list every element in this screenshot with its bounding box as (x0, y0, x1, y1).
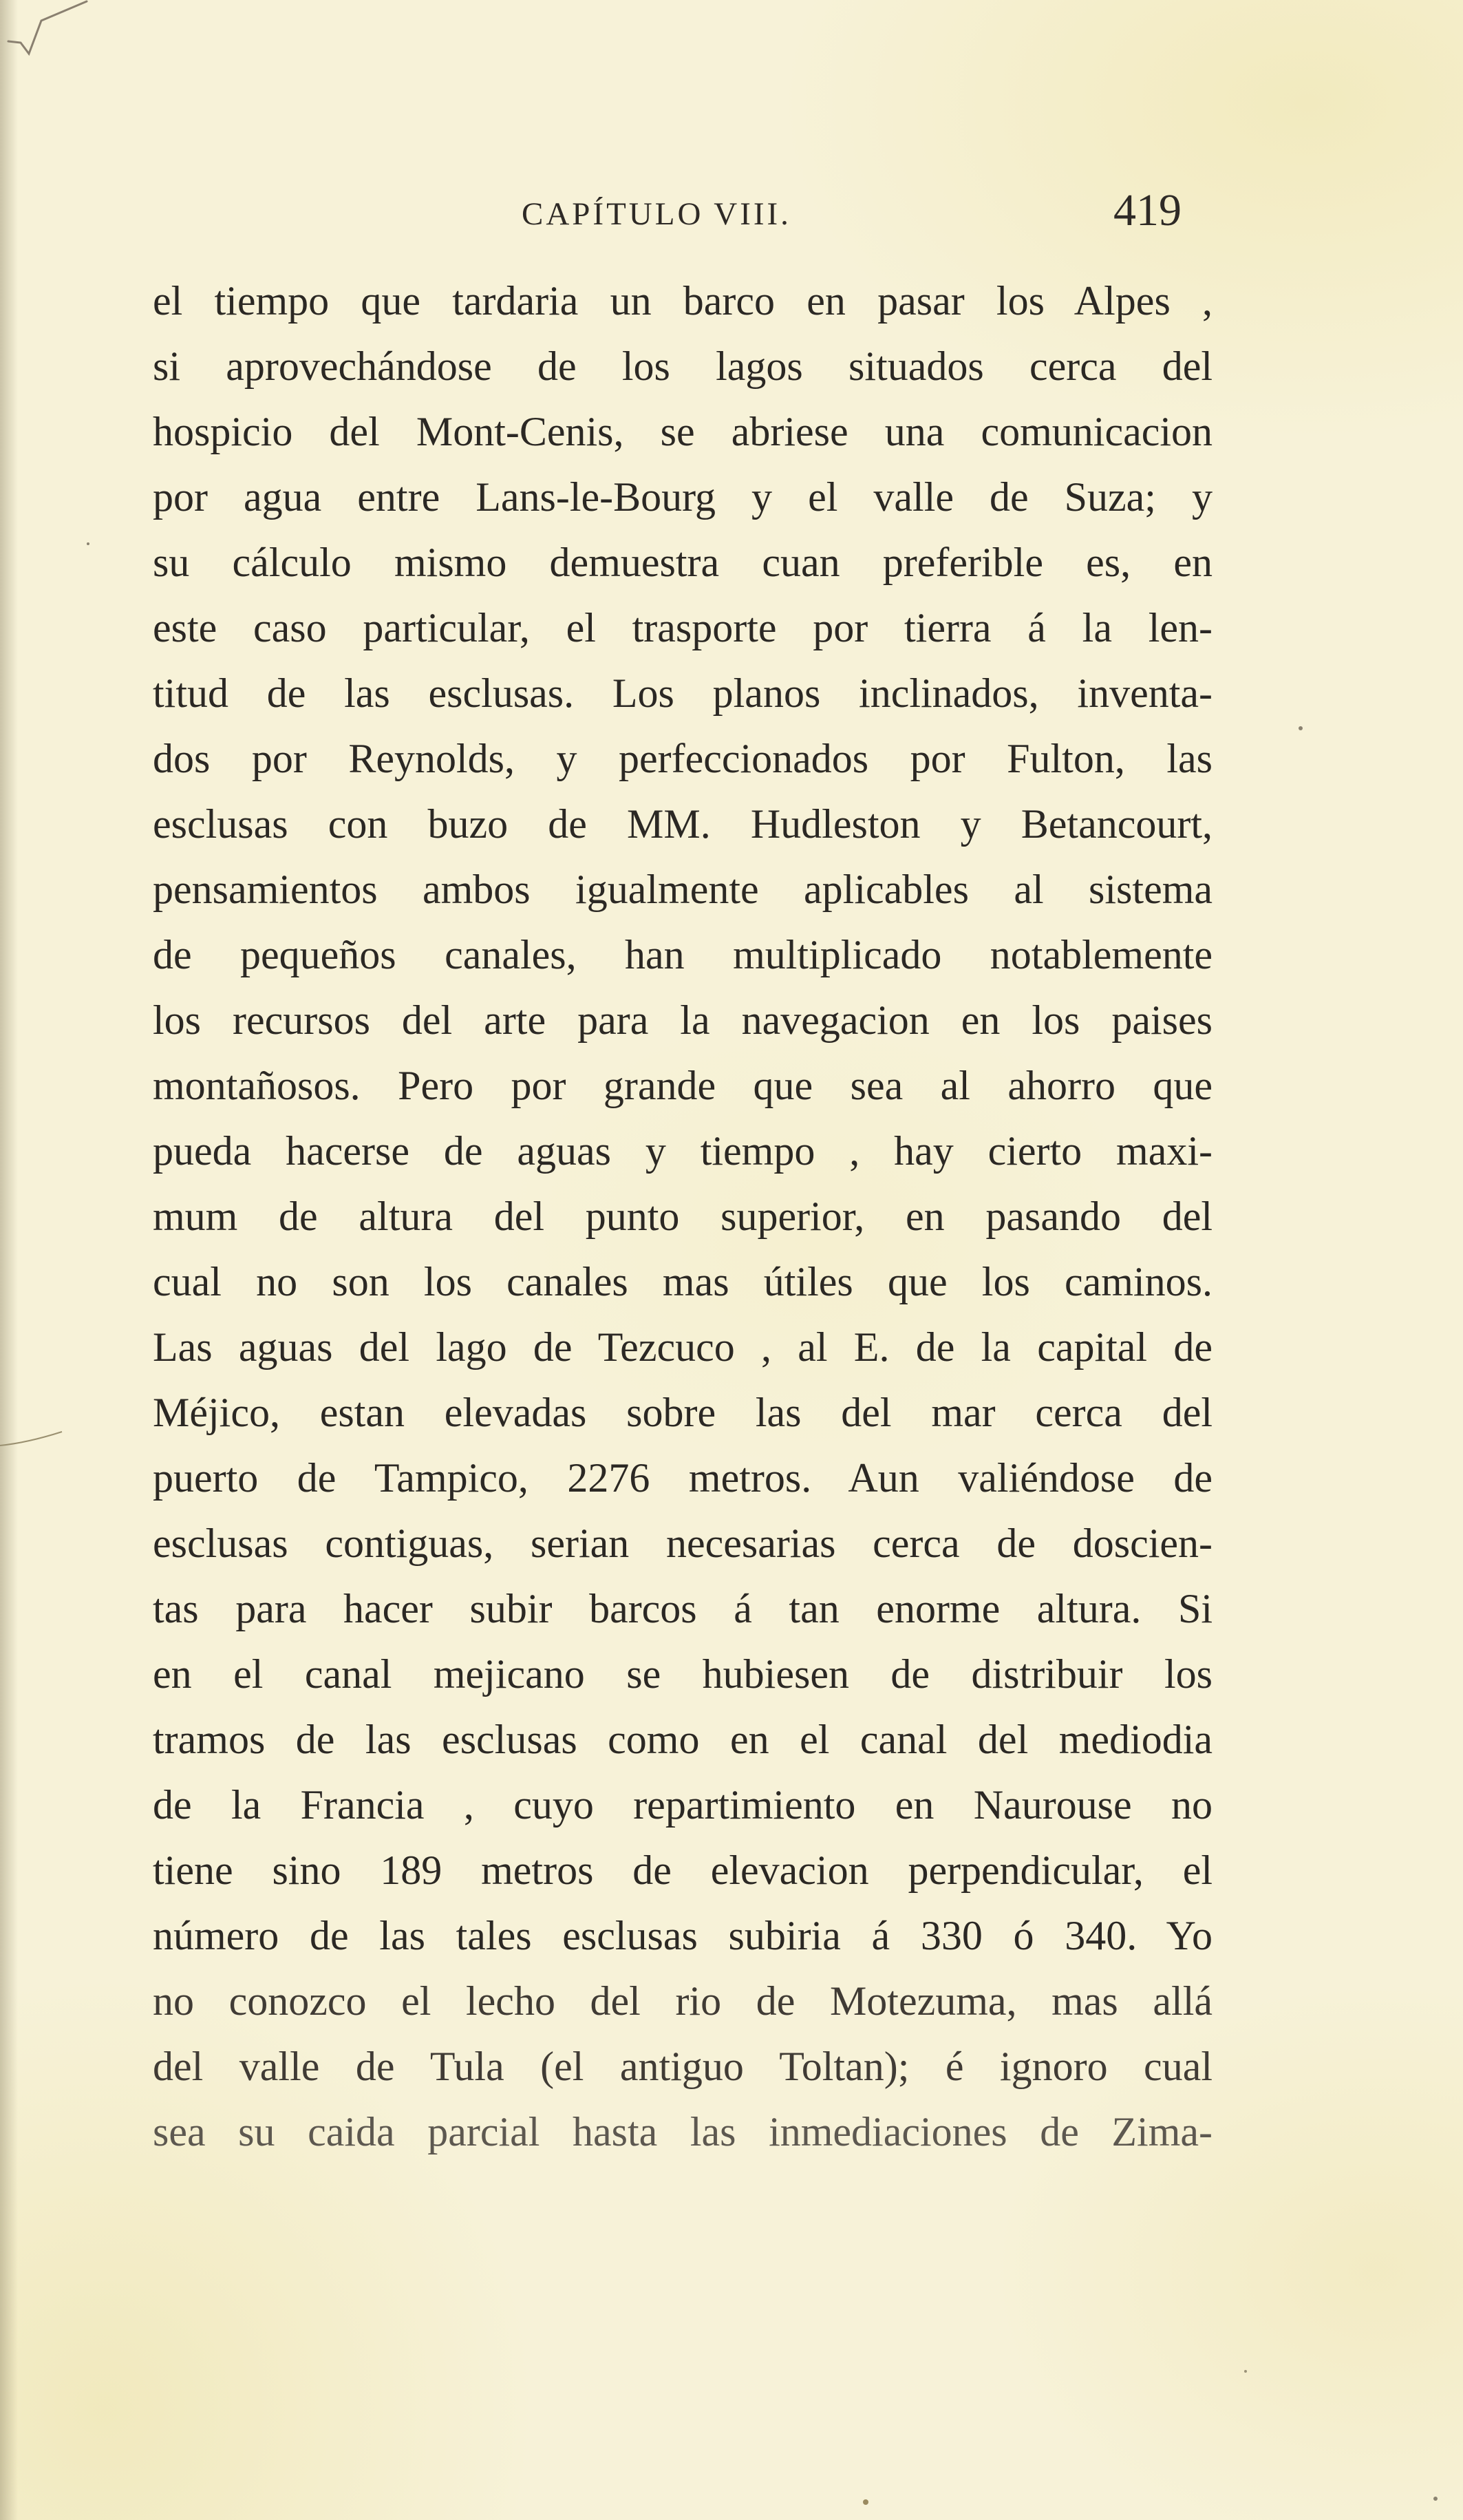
text-line: cual no son los canales mas útiles que los caminos. (153, 1259, 1213, 1304)
text-line: número de las tales esclusas subiria á 330 ó 340. Yo (153, 1913, 1213, 1958)
text-line: mum de altura del punto superior, en pasando del (153, 1194, 1213, 1239)
text-line: los recursos del arte para la navegacion en los paises (153, 997, 1213, 1043)
text-line: hospicio del Mont-Cenis, se abriese una comunicacion (153, 409, 1213, 454)
text-line: tas para hacer subir barcos á tan enorme altura. Si (153, 1586, 1213, 1631)
text-line: del valle de Tula (el antiguo Toltan); é ignoro cual (153, 2044, 1213, 2089)
text-line: este caso particular, el trasporte por tierra á la len- (153, 605, 1213, 650)
text-line: de la Francia , cuyo repartimiento en Naurouse no (153, 1782, 1213, 1828)
text-line: esclusas con buzo de MM. Hudleston y Betancourt, (153, 801, 1213, 847)
text-line: si aprovechándose de los lagos situados cerca del (153, 343, 1213, 389)
text-line: Méjico, estan elevadas sobre las del mar cerca del (153, 1390, 1213, 1435)
text-line: sea su caida parcial hasta las inmediaciones de Zima- (153, 2109, 1213, 2154)
page-number: 419 (1113, 185, 1182, 235)
text-line: Las aguas del lago de Tezcuco , al E. de la capital de (153, 1324, 1213, 1370)
text-line: esclusas contiguas, serian necesarias cerca de doscien- (153, 1521, 1213, 1566)
text-line: por agua entre Lans-le-Bourg y el valle de Suza; y (153, 474, 1213, 520)
text-line: tiene sino 189 metros de elevacion perpendicular, el (153, 1847, 1213, 1893)
text-line: el tiempo que tardaria un barco en pasar los Alpes , (153, 278, 1213, 324)
text-line: pueda hacerse de aguas y tiempo , hay cierto maxi- (153, 1128, 1213, 1174)
text-line: titud de las esclusas. Los planos inclinados, inventa- (153, 670, 1213, 716)
text-line: no conozco el lecho del rio de Motezuma, mas allá (153, 1978, 1213, 2024)
text-line: tramos de las esclusas como en el canal del mediodia (153, 1717, 1213, 1762)
text-line: de pequeños canales, han multiplicado notablemente (153, 932, 1213, 977)
text-line: montañosos. Pero por grande que sea al ahorro que (153, 1063, 1213, 1108)
text-line: en el canal mejicano se hubiesen de distribuir los (153, 1651, 1213, 1697)
text-line: su cálculo mismo demuestra cuan preferible es, en (153, 540, 1213, 585)
chapter-title: CAPÍTULO VIII. (522, 196, 791, 232)
text-line: puerto de Tampico, 2276 metros. Aun valiéndose de (153, 1455, 1213, 1501)
text-line: dos por Reynolds, y perfeccionados por Fulton, las (153, 736, 1213, 781)
text-line: pensamientos ambos igualmente aplicables al sistema (153, 867, 1213, 912)
